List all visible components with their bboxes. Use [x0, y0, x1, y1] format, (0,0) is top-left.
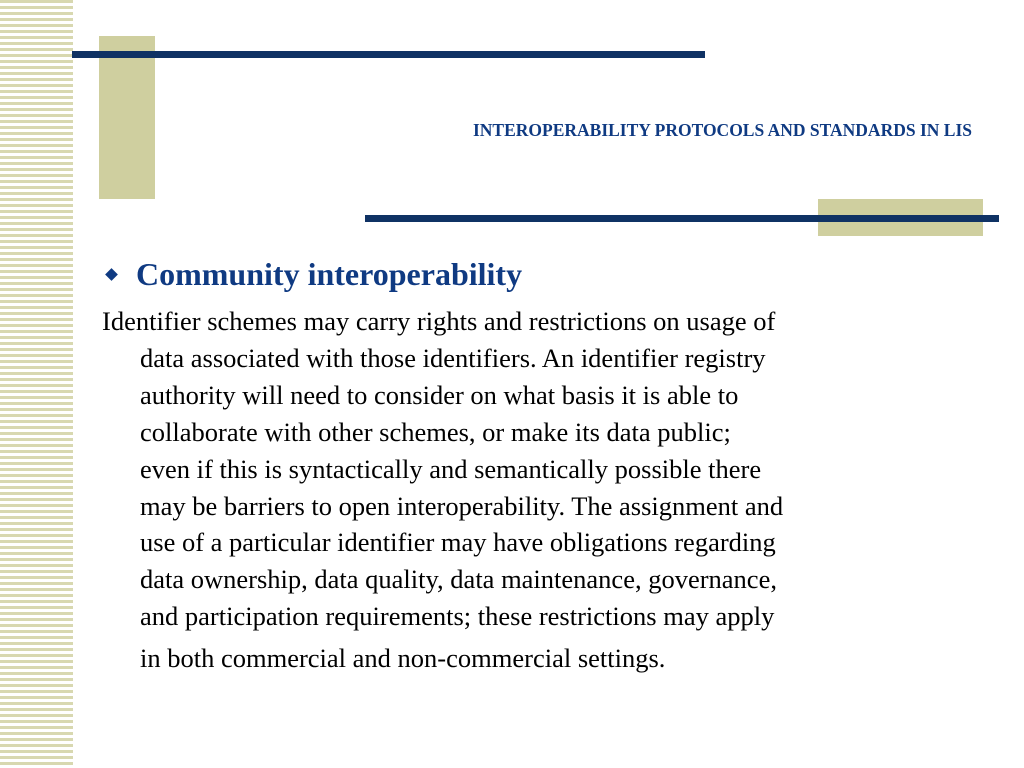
- bullet-heading: Community interoperability: [136, 256, 523, 292]
- body-line: use of a particular identifier may have obligations regarding: [140, 527, 776, 558]
- bullet-item: [104, 252, 522, 296]
- body-line: even if this is syntactically and semantically possible there: [140, 453, 762, 484]
- title-rule-top: [72, 51, 705, 58]
- body-line: in both commercial and non-commercial settings.: [140, 643, 666, 674]
- body-line: and participation requirements; these restrictions may apply: [140, 601, 775, 632]
- body-line: collaborate with other schemes, or make its data public;: [140, 416, 731, 447]
- diamond-bullet-icon: [105, 268, 118, 281]
- body-line: data associated with those identifiers. An identifier registry: [140, 342, 766, 373]
- slide-title: INTEROPERABILITY PROTOCOLS AND STANDARDS IN LIS: [472, 120, 972, 140]
- body-paragraph: [102, 303, 992, 677]
- decorative-stripes: [0, 0, 73, 768]
- body-line: authority will need to consider on what basis it is able to: [140, 379, 739, 410]
- body-line: may be barriers to open interoperability. The assignment and: [140, 490, 784, 521]
- body-line: Identifier schemes may carry rights and restrictions on usage of: [102, 306, 776, 336]
- body-line: data ownership, data quality, data maintenance, governance,: [140, 564, 777, 595]
- title-rule-bottom: [365, 215, 999, 222]
- decorative-block-left: [99, 36, 155, 199]
